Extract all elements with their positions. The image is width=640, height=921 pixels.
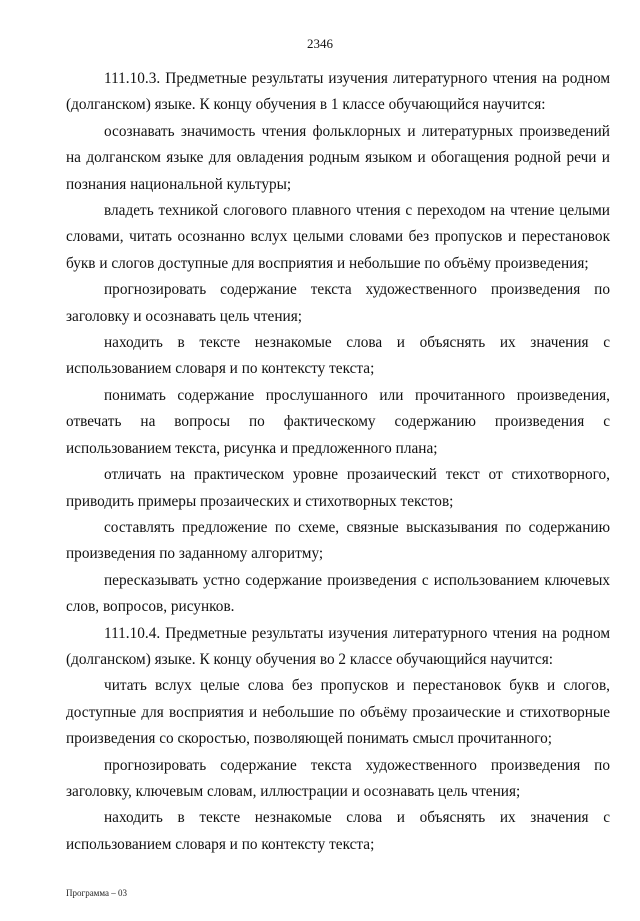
list-item: пересказывать устно содержание произведения с использованием ключевых слов, вопросов, рисунков. bbox=[66, 571, 610, 616]
list-item: составлять предложение по схеме, связные высказывания по содержанию произведения по заданному алгоритму; bbox=[66, 518, 610, 563]
list-item: прогнозировать содержание текста художественного произведения по заголовку, ключевым словам, иллюстрации и осознавать цель чтения; bbox=[66, 756, 610, 800]
list-item: читать вслух целые слова без пропусков и перестановок букв и слогов, доступные для восприятия и небольшие по объёму прозаические и стихотворные произведения со скоростью, позволяющей понимать смысл прочитанного; bbox=[66, 677, 610, 748]
footer-label: Программа – 03 bbox=[66, 888, 128, 898]
list-item: осознавать значимость чтения фольклорных и литературных произведений на долганском языке для овладения родным языком и обогащения родной речи и познания национальной культуры; bbox=[66, 122, 610, 193]
list-item: находить в тексте незнакомые слова и объяснять их значения с использованием словаря и по контексту текста; bbox=[66, 809, 610, 853]
list-item: отличать на практическом уровне прозаический текст от стихотворного, приводить примеры прозаических и стихотворных текстов; bbox=[66, 466, 610, 510]
section-heading-111-10-4: 111.10.4. Предметные результаты изучения литературного чтения на родном (долганском) языке. К концу обучения во 2 классе обучающийся научится: bbox=[66, 624, 610, 668]
list-item: владеть техникой слогового плавного чтения с переходом на чтение целыми словами, читать осознанно вслух целыми словами без пропусков и перестановок букв и слогов доступные для восприятия и небольшие по объёму произведения; bbox=[66, 202, 610, 272]
document-body bbox=[66, 66, 610, 858]
section-heading-111-10-3: 111.10.3. Предметные результаты изучения литературного чтения на родном (долганском) языке. К концу обучения в 1 классе обучающийся научится: bbox=[66, 70, 610, 114]
list-item: находить в тексте незнакомые слова и объяснять их значения с использованием словаря и по контексту текста; bbox=[66, 334, 610, 378]
list-item: прогнозировать содержание текста художественного произведения по заголовку и осознавать цель чтения; bbox=[66, 281, 610, 325]
page-number: 2346 bbox=[307, 36, 333, 51]
list-item: понимать содержание прослушанного или прочитанного произведения, отвечать на вопросы по фактическому содержанию произведения с использованием текста, рисунка и предложенного плана; bbox=[66, 386, 610, 457]
